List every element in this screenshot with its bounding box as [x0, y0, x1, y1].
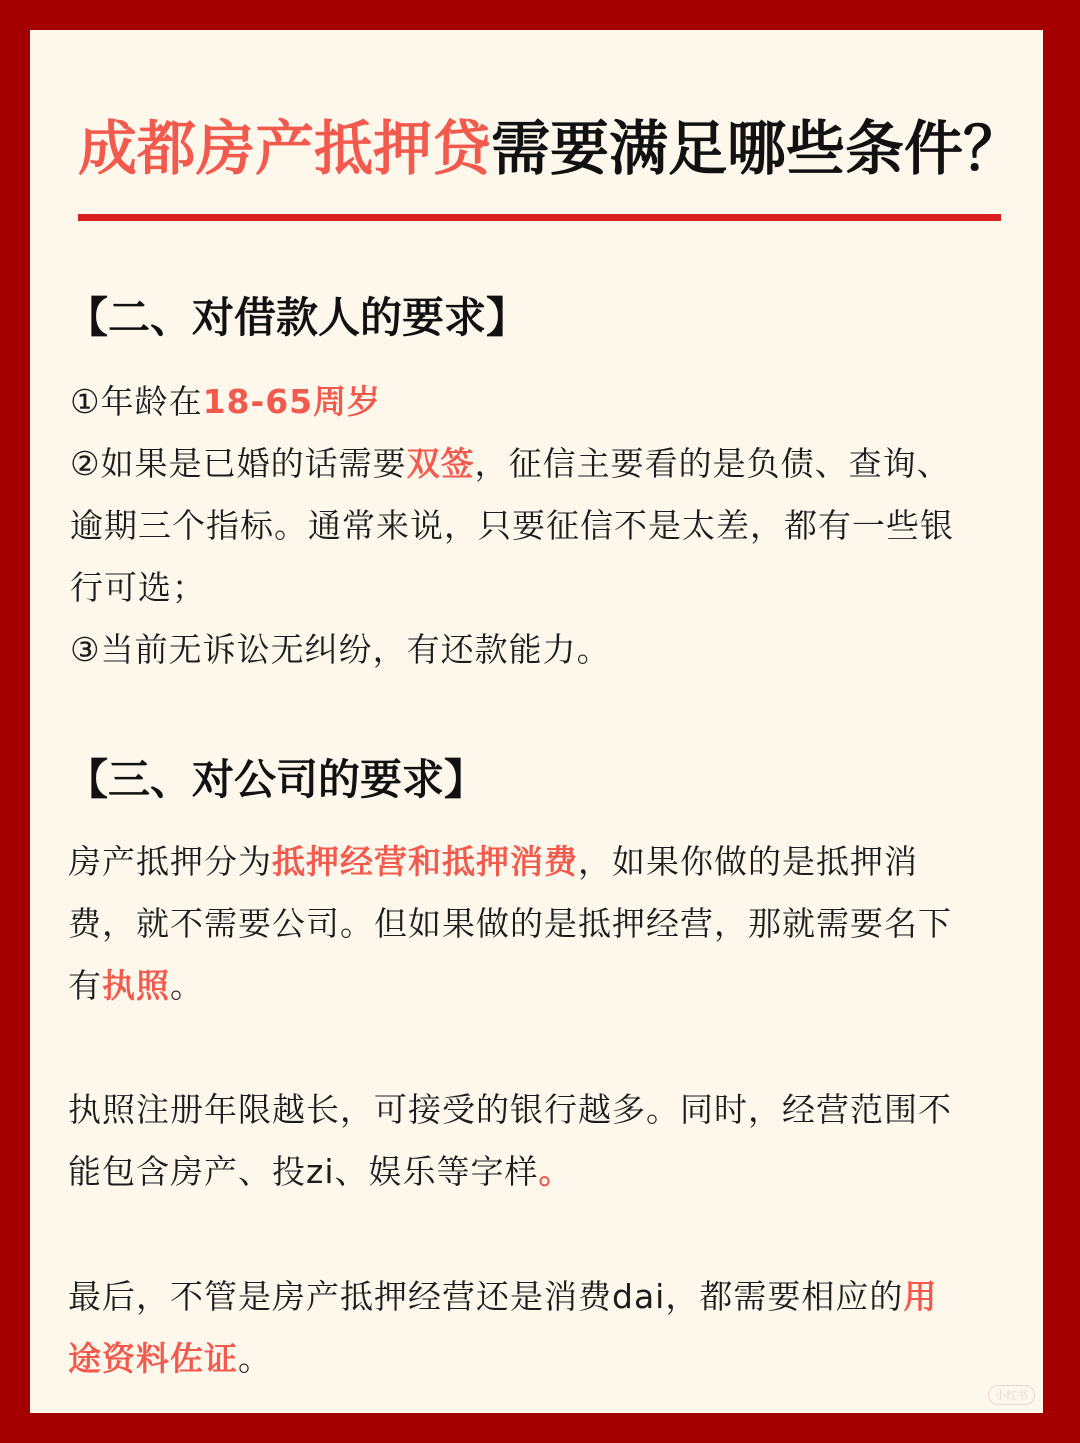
section3-para3 [68, 1266, 1018, 1390]
content-card [30, 30, 1043, 1413]
para3-line1 [68, 1266, 1018, 1328]
para3-line1-highlight: 用 [903, 1277, 938, 1316]
para3-line1-text: 最后，不管是房产抵押经营还是消费dai，都需要相应的 [68, 1277, 904, 1316]
para1-line2: 费，就不需要公司。但如果做的是抵押经营，那就需要名下 [68, 904, 952, 943]
title-divider [78, 214, 1001, 221]
item-age-text: ①年龄在 [70, 382, 203, 421]
item-marriage-line2: 逾期三个指标。通常来说，只要征信不是太差，都有一些银 [70, 506, 954, 545]
item-litigation: ③当前无诉讼无纠纷，有还款能力。 [70, 630, 611, 669]
section3-para1 [68, 831, 1018, 1017]
item-age-highlight: 18-65周岁 [202, 382, 382, 421]
item-age [70, 371, 1015, 433]
item-marriage-line3: 行可选； [70, 568, 206, 607]
watermark-logo: 小红书 [988, 1385, 1035, 1405]
item-marriage [70, 433, 1015, 495]
item-marriage-highlight: 双签 [406, 444, 475, 483]
para1-prefix: 房产抵押分为 [68, 842, 272, 881]
item-marriage-text: ②如果是已婚的话需要 [70, 444, 407, 483]
para3-line2 [68, 1328, 1018, 1390]
para1-line3-suffix: 。 [170, 966, 204, 1005]
para1-rest: ，如果你做的是抵押消 [578, 842, 918, 881]
item-marriage-rest: ，征信主要看的是负债、查询、 [474, 444, 951, 483]
para1-line3-prefix: 有 [68, 966, 102, 1005]
page-title [78, 113, 1038, 185]
section3-para2 [68, 1079, 1018, 1203]
section3-heading: 【三、对公司的要求】 [66, 755, 487, 804]
para3-line2-suffix: 。 [238, 1339, 272, 1378]
section2-heading: 【二、对借款人的要求】 [66, 293, 529, 342]
section2-body [70, 371, 1015, 681]
para1-line3 [68, 955, 1018, 1017]
para2-period: 。 [538, 1152, 573, 1191]
title-rest: 需要满足哪些条件？ [491, 114, 1023, 183]
para2-line2 [68, 1141, 1018, 1203]
para2-line2-text: 能包含房产、投zi、娱乐等字样 [68, 1152, 539, 1191]
para1-line1 [68, 831, 1018, 893]
para1-license-highlight: 执照 [102, 966, 170, 1005]
para2-line1: 执照注册年限越长，可接受的银行越多。同时，经营范围不 [68, 1090, 952, 1129]
para3-line2-highlight: 途资料佐证 [68, 1339, 238, 1378]
title-highlight: 成都房产抵押贷 [78, 114, 492, 183]
para1-highlight: 抵押经营和抵押消费 [272, 842, 578, 881]
